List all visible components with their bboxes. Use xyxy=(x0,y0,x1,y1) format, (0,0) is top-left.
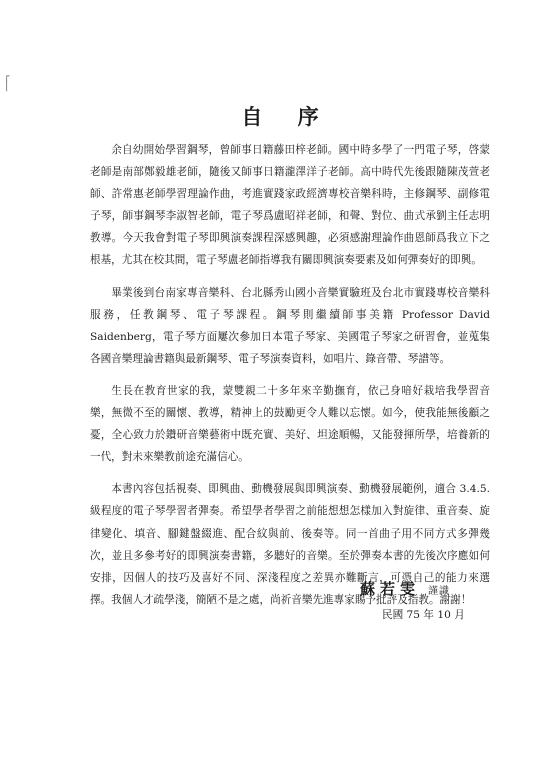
paragraph-2: 畢業後到台南家專音樂科、台北縣秀山國小音樂實驗班及台北市實踐專校音樂科服務，任教鋼琴、電子琴課程。鋼琴則繼續師事美籍 Professor David Saidenberg，電子琴方面屢次參加日本電子琴家、美國電子琴家之研習會，並蒐集各國音樂理論書籍與最新鋼琴、電子琴演奏資料，如唱片、錄音帶、琴譜等。 xyxy=(90,286,490,365)
margin-mark: ┌ │ xyxy=(4,72,10,92)
paragraph-3: 生長在教育世家的我，蒙雙親二十多年來辛勤撫育，依己身喑好栽培我學習音樂，無微不至的關懷、教導，精神上的鼓勵更令人難以忘懷。如今，使我能無後顧之憂，全心致力於鑽研音樂藝術中既充實、美好、坦途順暢，又能發揮所學，培養新的一代，對未來樂教前途充滿信心。 xyxy=(90,384,490,464)
preface-body xyxy=(90,139,490,621)
paragraph-1: 余自幼開始學習鋼琴，曾師事日籍藤田梓老師。國中時多學了一門電子琴，啓蒙老師是南部鄭毅雄老師，隨後又師事日籍瀧澤洋子老師。高中時代先後跟隨陳茂萱老師、許常惠老師學習理論作曲，考進實踐家政經濟專校音樂科時，主修鋼琴、副修電子琴，師事鋼琴李淑智老師，電子琴爲盧昭祥老師，和聲、對位、曲式承劉主任志明教導。今天我會對電子琴即興演奏課程深感興趣，必須感謝理論作曲恩師爲我立下之根基，尤其在校其間，電子琴盧老師指導我有關即興演奏要素及如何彈奏好的即興。 xyxy=(90,144,490,267)
preface-date: 民國 75 年 10 月 xyxy=(382,609,465,621)
signature-note: 謹識 xyxy=(428,586,451,597)
author-name: 蘇若雯 xyxy=(360,580,421,598)
page-title: 自 序 xyxy=(241,104,333,130)
paragraph-4: 本書內容包括視奏、即興曲、動機發展與即興演奏、動機發展範例，適合 3.4.5.級程度的電子琴學習者彈奏。希望學者學習之前能想想怎樣加入對旋律、重音奏、旋律變化、填音、腳鍵盤綴進、配合紋與前、後奏等。同一首曲子用不同方式多彈幾次，並且多參考好的即興演奏書籍，多聽好的音樂。至於彈奏本書的先後次序應如何安排，因個人的技巧及喜好不同、深淺程度之差異亦難斷言，可憑自己的能力來選擇。我個人才疏學淺，簡陋不是之處，尚祈音樂先進專家賜予批評及指教。謝謝！ xyxy=(90,483,490,606)
author-signature xyxy=(360,578,450,599)
